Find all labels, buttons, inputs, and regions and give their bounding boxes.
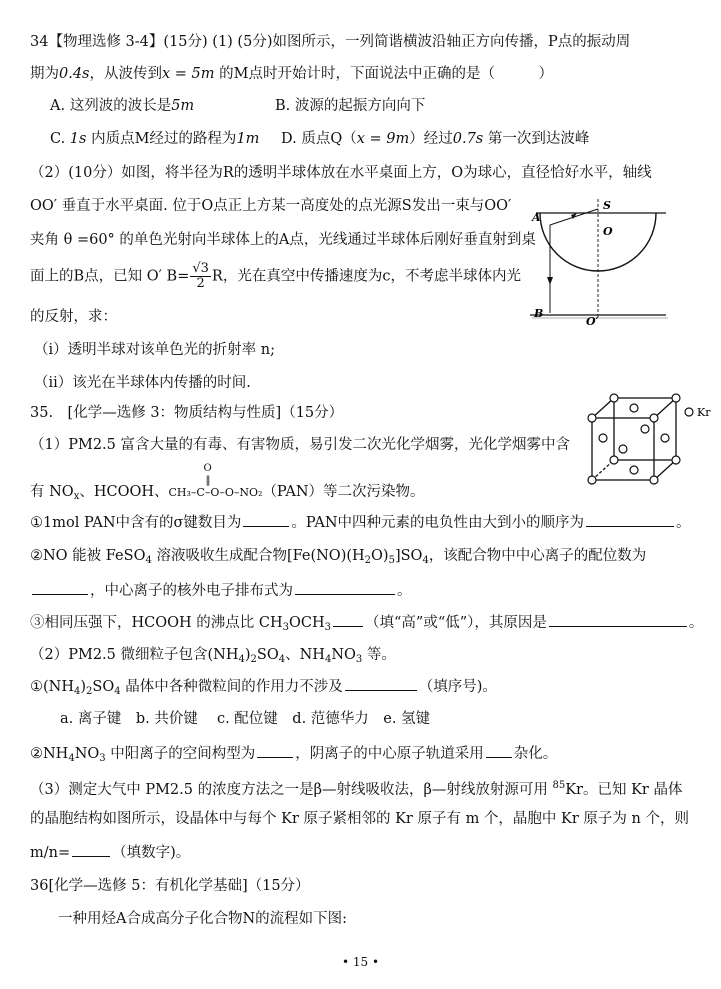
kr-unit-cell-diagram: [586, 392, 718, 496]
q34-option-c: C. 1s 内质点M经过的路程为1m: [50, 131, 260, 147]
label-o-prime: O′: [586, 315, 599, 325]
q35-item2-line2: ，中心离子的核外电子排布式为 。: [30, 580, 412, 601]
q34-line1: 34【物理选修 3-4】(15分) (1) (5分)如图所示，一列简谐横波沿轴正方向传播，P点的振动周: [30, 34, 631, 50]
answer-blank[interactable]: [345, 676, 417, 691]
q35-part1-line2: 有 $NO_x$、HCOOH、 O ‖ CH₃–C–O–O–NO₂（PAN）等二次污染物。: [30, 463, 425, 502]
q34-option-b: B. 波源的起振方向向下: [275, 98, 426, 114]
q35-options: a. 离子键 b. 共价键 c. 配位键 d. 范德华力 e. 氢键: [60, 711, 431, 727]
q34-line2: 期为0.4s，从波传到x = 5m 的M点时开始计时，下面说法中正确的是（ ）: [30, 66, 554, 82]
q34-part2-line5: 的反射，求：: [30, 309, 117, 325]
q35-part2-item2: $②NH_4NO_3$ 中阳离子的空间构型为 ，阴离子的中心原子轨道采用 杂化。: [30, 743, 557, 769]
label-b: B: [534, 307, 544, 320]
q36-intro: 一种用烃A合成高分子化合物N的流程如下图:: [58, 911, 348, 927]
q36-title: 36[化学—选修 5：有机化学基础]（15分）: [30, 878, 310, 894]
kr-legend-label: Kr: [697, 406, 711, 419]
answer-blank[interactable]: [32, 580, 88, 595]
sqrt3-over-2-fraction: $\frac{√3}{2}$: [192, 261, 209, 291]
answer-blank[interactable]: [72, 842, 110, 857]
q35-part3-line3: m/n= （填数字)。: [30, 842, 190, 863]
kr-legend-icon: [685, 408, 693, 416]
pan-structure: O ‖ CH₃–C–O–O–NO₂: [168, 463, 263, 499]
label-s: S: [603, 199, 611, 212]
q34-option-d: D. 质点Q（x = 9m）经过0.7s 第一次到达波峰: [281, 131, 590, 147]
q35-part2-item1: $①(NH_4)_2SO_4$ 晶体中各种微粒间的作用力不涉及 （填序号)。: [30, 676, 497, 702]
answer-blank[interactable]: [586, 512, 674, 527]
q35-part1-line1: （1）PM2.5 富含大量的有毒、有害物质，易引发二次光化学烟雾，光化学烟雾中含: [30, 437, 570, 453]
q35-item3: ③相同压强下，HCOOH 的沸点比 $CH_3OCH_3$ （填“高”或“低”），其原因是 。: [30, 612, 703, 638]
q35-item1: ①1mol PAN中含有的σ键数目为 。PAN中四种元素的电负性由大到小的顺序为 。: [30, 512, 691, 533]
q34-part2-line2: OO′ 垂直于水平桌面. 位于O点正上方某一高度处的点光源S发出一束与OO′: [30, 198, 512, 214]
q34-option-a: A. 这列波的波长是5m: [50, 98, 195, 114]
answer-blank[interactable]: [333, 612, 363, 627]
page-number: • 15 •: [341, 955, 380, 969]
answer-blank[interactable]: [486, 743, 512, 758]
q35-item2-line1: ②NO 能被 FeSO$_4$ 溶液吸收生成配合物$[Fe(NO)(H_2O)_5]SO_4$，该配合物中中心离子的配位数为: [30, 548, 647, 566]
answer-blank[interactable]: [549, 612, 687, 627]
q35-part2: （2）PM2.5 微细粒子包含$(NH_4)_2SO_4$、$NH_4NO_3$ 等。: [30, 647, 396, 665]
hemisphere-diagram: [528, 195, 674, 325]
q35-part3-line1: （3）测定大气中 PM2.5 的浓度方法之一是β—射线吸收法，β—射线放射源可用 $^{85}$Kr。已知 Kr 晶体: [30, 780, 683, 798]
answer-blank[interactable]: [295, 580, 395, 595]
label-o: O: [603, 225, 613, 238]
q34-part2-line3: 夹角 θ =60° 的单色光射向半球体上的A点，光线通过半球体后刚好垂直射到桌: [30, 232, 536, 248]
label-a: A: [532, 211, 541, 224]
q34-question-ii: （ii）该光在半球体内传播的时间.: [34, 375, 251, 391]
q34-part2-line1: （2）(10分）如图，将半径为R的透明半球体放在水平桌面上方，O为球心，直径恰好水平，轴线: [30, 165, 652, 181]
answer-blank[interactable]: [243, 512, 289, 527]
q34-question-i: （i）透明半球对该单色光的折射率 n;: [34, 342, 275, 358]
q35-part3-line2: 的晶胞结构如图所示，设晶体中与每个 Kr 原子紧相邻的 Kr 原子有 m 个，晶胞中 Kr 原子为 n 个，则: [30, 811, 689, 827]
q35-title: 35. [化学—选修 3：物质结构与性质]（15分）: [30, 405, 344, 421]
answer-blank[interactable]: [257, 743, 293, 758]
q34-part2-line4: 面上的B点，已知 O′ B= $\frac{√3}{2}$ R，光在真空中传播速度为c，不考虑半球体内光: [30, 261, 521, 291]
